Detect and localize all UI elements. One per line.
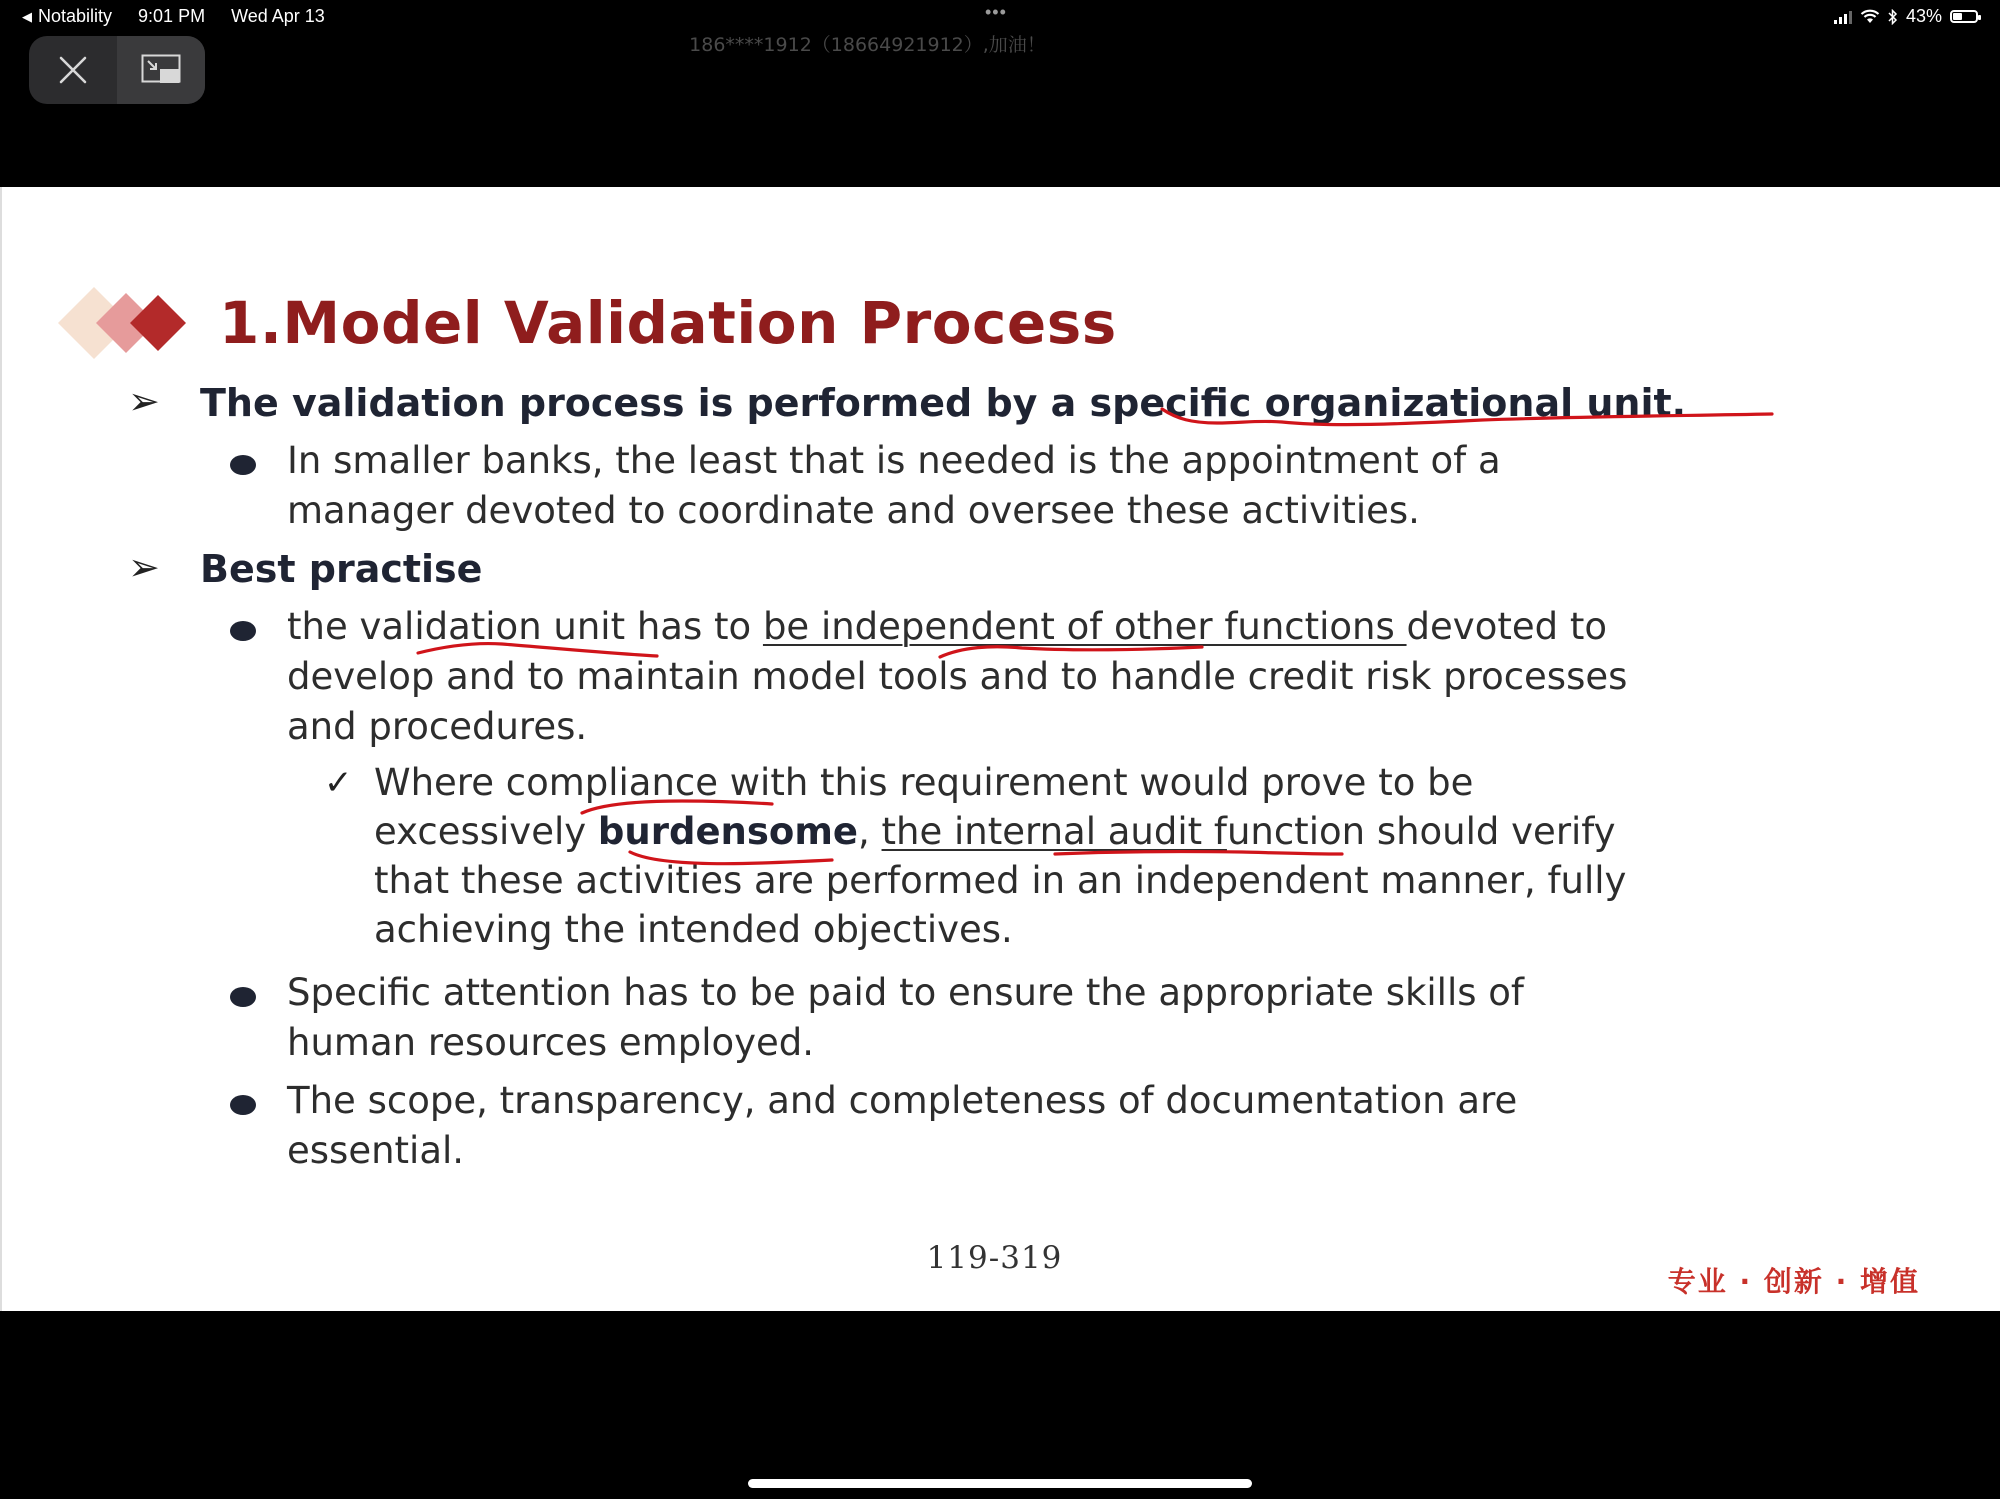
bullet-line — [287, 605, 1607, 648]
status-right — [1834, 6, 1978, 27]
text-segment: achieving the intended objectives. — [374, 908, 1013, 951]
dot-bullet-icon — [230, 987, 256, 1007]
text-segment: In smaller banks, the least that is needed is the appointment of a — [287, 439, 1501, 482]
text-segment: devoted to — [1406, 605, 1607, 648]
multitasking-dots-icon[interactable]: ••• — [985, 2, 1007, 22]
watermark-text: 186****1912（18664921912）,加油！ — [689, 34, 1046, 56]
exit-fullscreen-button[interactable] — [117, 36, 205, 104]
text-segment: essential. — [287, 1129, 465, 1172]
bullet-line — [287, 1079, 1517, 1122]
back-to-app-icon[interactable]: ◀ — [22, 8, 32, 24]
arrow-bullet-icon: ➢ — [128, 379, 160, 423]
bullet-line — [200, 547, 482, 591]
bullet-line — [287, 705, 587, 748]
bullet-line — [374, 859, 1626, 902]
bullet-line — [374, 810, 1616, 853]
home-indicator[interactable] — [748, 1479, 1252, 1488]
bullet-line — [287, 655, 1627, 698]
page-number: 119-319 — [926, 1240, 1063, 1276]
arrow-bullet-icon: ➢ — [128, 545, 160, 589]
battery-percentage: 43% — [1905, 6, 1942, 26]
bluetooth-icon — [1888, 9, 1898, 25]
window-controls — [29, 36, 205, 104]
text-segment: specific organizational unit. — [1089, 381, 1687, 425]
text-segment: Best practise — [200, 547, 483, 591]
bullet-line — [200, 381, 1686, 425]
text-segment: manager devoted to coordinate and oversee these activities. — [287, 489, 1420, 532]
text-segment: Specific attention has to be paid to ensure the appropriate skills of — [287, 971, 1524, 1014]
bullet-line — [374, 908, 1013, 951]
slide — [0, 187, 2000, 1311]
close-button[interactable] — [29, 36, 117, 104]
text-segment: the internal audit f — [881, 810, 1227, 853]
bullet-line — [287, 971, 1524, 1014]
bullet-line — [287, 1021, 814, 1064]
text-segment: human resources employed. — [287, 1021, 815, 1064]
text-segment: , — [858, 810, 882, 853]
close-icon — [58, 55, 88, 85]
text-segment: be independent of other functions — [762, 605, 1407, 648]
bullet-line — [374, 761, 1473, 804]
text-segment: The scope, transparency, and completeness of documentation are — [287, 1079, 1518, 1122]
text-segment: the validation unit has to — [287, 605, 763, 648]
diamond-logo-icon — [54, 283, 199, 363]
status-time: 9:01 PM — [138, 6, 206, 26]
status-left — [22, 6, 325, 27]
check-bullet-icon: ✓ — [324, 763, 353, 803]
dot-bullet-icon — [230, 621, 256, 641]
text-segment: burdensome — [597, 810, 858, 853]
battery-icon — [1950, 10, 1978, 23]
wifi-icon — [1860, 9, 1880, 24]
bullet-line — [287, 1129, 464, 1172]
text-segment: and procedures. — [287, 705, 588, 748]
text-segment: Where compliance with this requirement would prove to be — [374, 761, 1474, 804]
bullet-line — [287, 439, 1501, 482]
cellular-signal-icon — [1834, 10, 1852, 24]
dot-bullet-icon — [230, 455, 256, 475]
slide-title: 1.Model Validation Process — [219, 289, 1117, 357]
text-segment: unction should verify — [1226, 810, 1616, 853]
text-segment: The validation process is performed by a — [200, 381, 1090, 425]
picture-in-picture-icon — [141, 54, 181, 86]
back-app-label[interactable]: Notability — [38, 6, 113, 26]
text-segment: develop and to maintain model tools and to handle credit risk processes — [287, 655, 1628, 698]
bullet-line — [287, 489, 1420, 532]
slide-title-row — [54, 283, 1117, 363]
slogan-text: 专业 · 创新 · 增值 — [1667, 1265, 1920, 1298]
text-segment: excessively — [374, 810, 598, 853]
text-segment: that these activities are performed in an independent manner, fully — [374, 859, 1627, 902]
status-date: Wed Apr 13 — [231, 6, 325, 26]
dot-bullet-icon — [230, 1095, 256, 1115]
